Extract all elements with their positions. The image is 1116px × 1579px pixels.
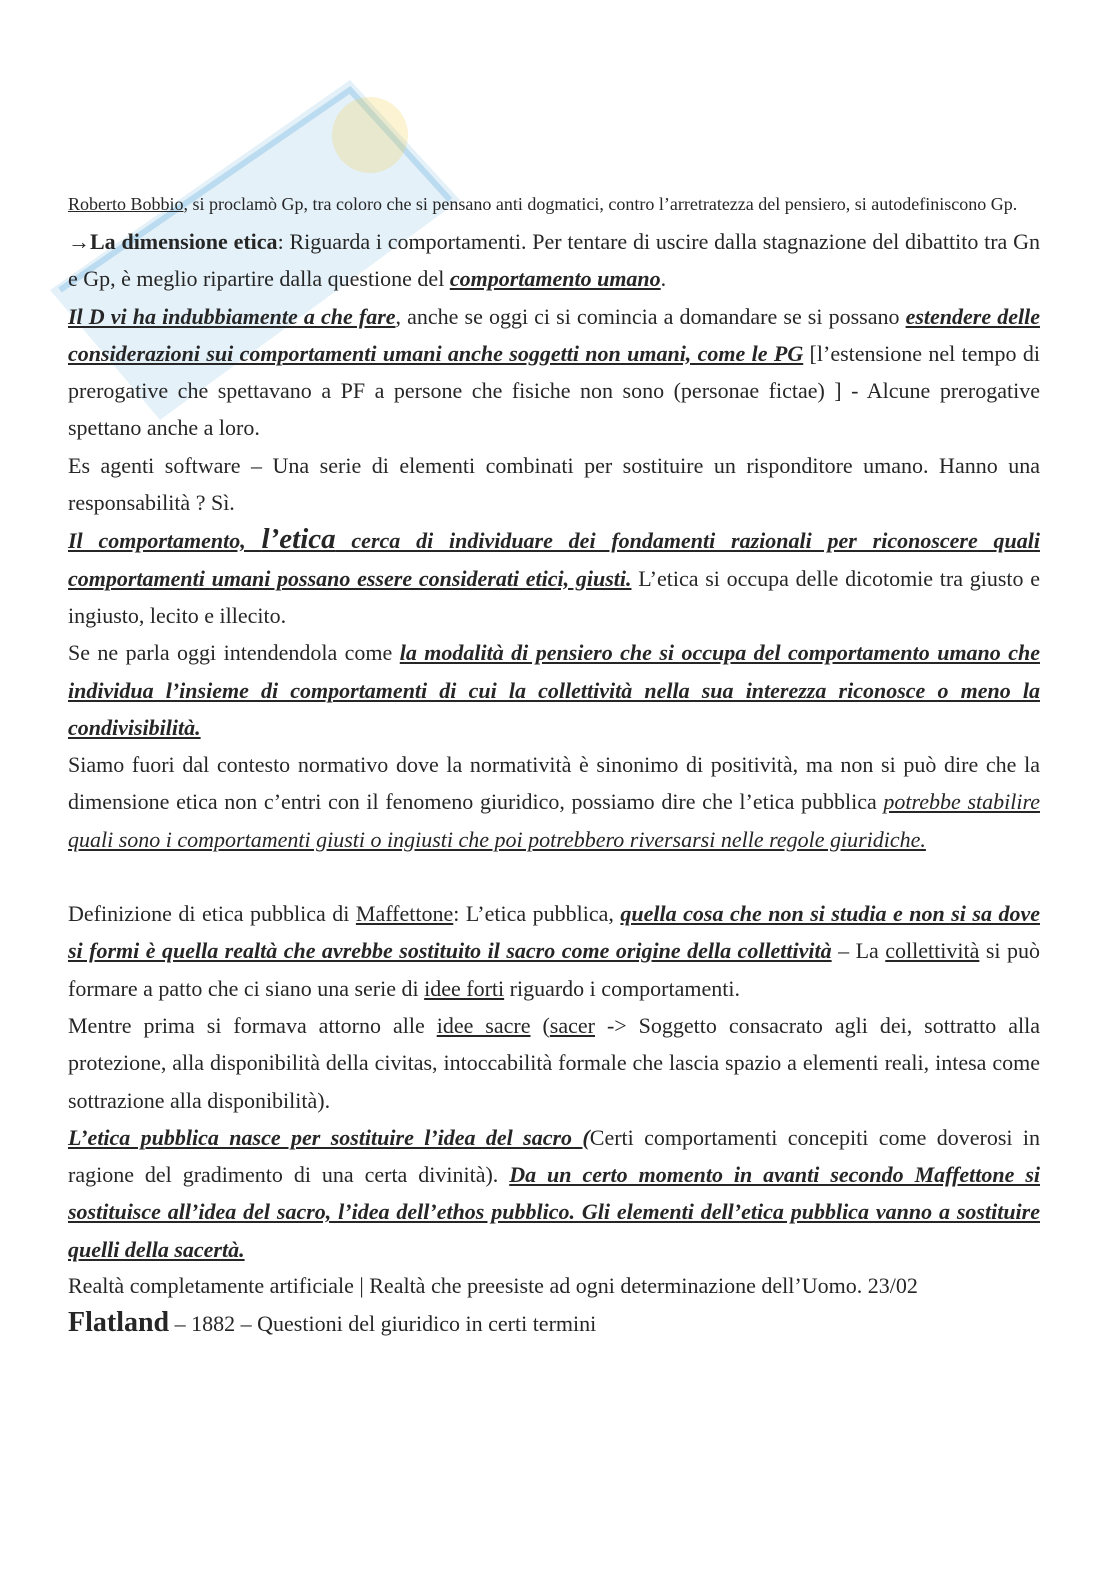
arrow-icon: → [68,229,90,254]
document-body [68,186,1040,1342]
spacer [68,858,1040,895]
watermark-badge [332,97,408,173]
paragraph-dimensione-etica: →La dimensione etica: Riguarda i comportamenti. Per tentare di uscire dalla stagnazione del dibattito tra Gn e Gp, è meglio ripartire dalla questione del comportamento umano. [68,229,1040,292]
title-flatland: Flatland [68,1307,170,1339]
paragraph-comportamento: Il comportamento, l’etica cerca di individuare dei fondamenti razionali per riconoscere quali comportamenti umani possano essere considerati etici, giusti. L’etica si occupa delle dicotomie tra giusto e ingiusto, lecito e illecito. [68,523,1040,628]
paragraph-modalita: Se ne parla oggi intendendola come la modalità di pensiero che si occupa del comportamento umano che individua l’insieme di comportamenti di cui la collettività nella sua interezza riconosce o meno la condivisibilità. [68,640,1040,740]
name-bobbio: Roberto Bobbio [68,194,184,214]
paragraph-realta: Realtà completamente artificiale | Realtà che preesiste ad ogni determinazione dell’Uomo. 23/02 [68,1273,918,1299]
term-etica: l’etica [261,523,336,556]
paragraph-diritto: Il D vi ha indubbiamente a che fare, anche se oggi ci si comincia a domandare se si possano estendere delle considerazioni sui comportamenti umani anche soggetti non umani, come le PG [l’estensione nel tempo di prerogative che spettavano a PF a persone che fisiche non sono (personae fictae) ] - Alcune prerogative spettano anche a loro. [68,303,1040,441]
paragraph-agenti-software: Es agenti software – Una serie di elementi combinati per sostituire un risponditore umano. Hanno una responsabilità ? Sì. [68,452,1040,516]
paragraph-contesto-normativo: Siamo fuori dal contesto normativo dove la normatività è sinonimo di positività, ma non si può dire che la dimensione etica non c’entri con il fenomeno giuridico, possiamo dire che l’etica pubblica potrebbe stabilire quali sono i comportamenti giusti o ingiusti che poi potrebbero riversarsi nelle regole giuridiche. [68,752,1040,852]
name-maffettone: Maffettone [355,901,454,927]
paragraph-flatland: Flatland – 1882 – Questioni del giuridico in certi termini [68,1307,597,1339]
heading-dimensione-etica: La dimensione etica [90,229,278,254]
paragraph-bobbio: Roberto Bobbio, si proclamò Gp, tra coloro che si pensano anti dogmatici, contro l’arretratezza del pensiero, si autodefiniscono Gp. [68,194,1018,214]
paragraph-maffettone: Definizione di etica pubblica di Maffettone: L’etica pubblica, quella cosa che non si studia e non si sa dove si formi è quella realtà che avrebbe sostituito il sacro come origine della collettività – La collettività si può formare a patto che ci siano una serie di idee forti riguardo i comportamenti. [68,901,1041,1001]
paragraph-idee-sacre: Mentre prima si formava attorno alle idee sacre (sacer -> Soggetto consacrato agli dei, sottratto alla protezione, alla disponibilità della civitas, intoccabilità formale che lascia spazio a elementi reali, intesa come sottrazione alla disponibilità). [68,1012,1040,1113]
paragraph-etica-pubblica-sacro: L’etica pubblica nasce per sostituire l’idea del sacro (Certi comportamenti concepiti come doverosi in ragione del gradimento di una certa divinità). Da un certo momento in avanti secondo Maffettone si sostituisce all’idea del sacro, l’idea dell’ethos pubblico. Gli elementi dell’etica pubblica vanno a sostituire quelli della sacertà. [68,1124,1040,1262]
